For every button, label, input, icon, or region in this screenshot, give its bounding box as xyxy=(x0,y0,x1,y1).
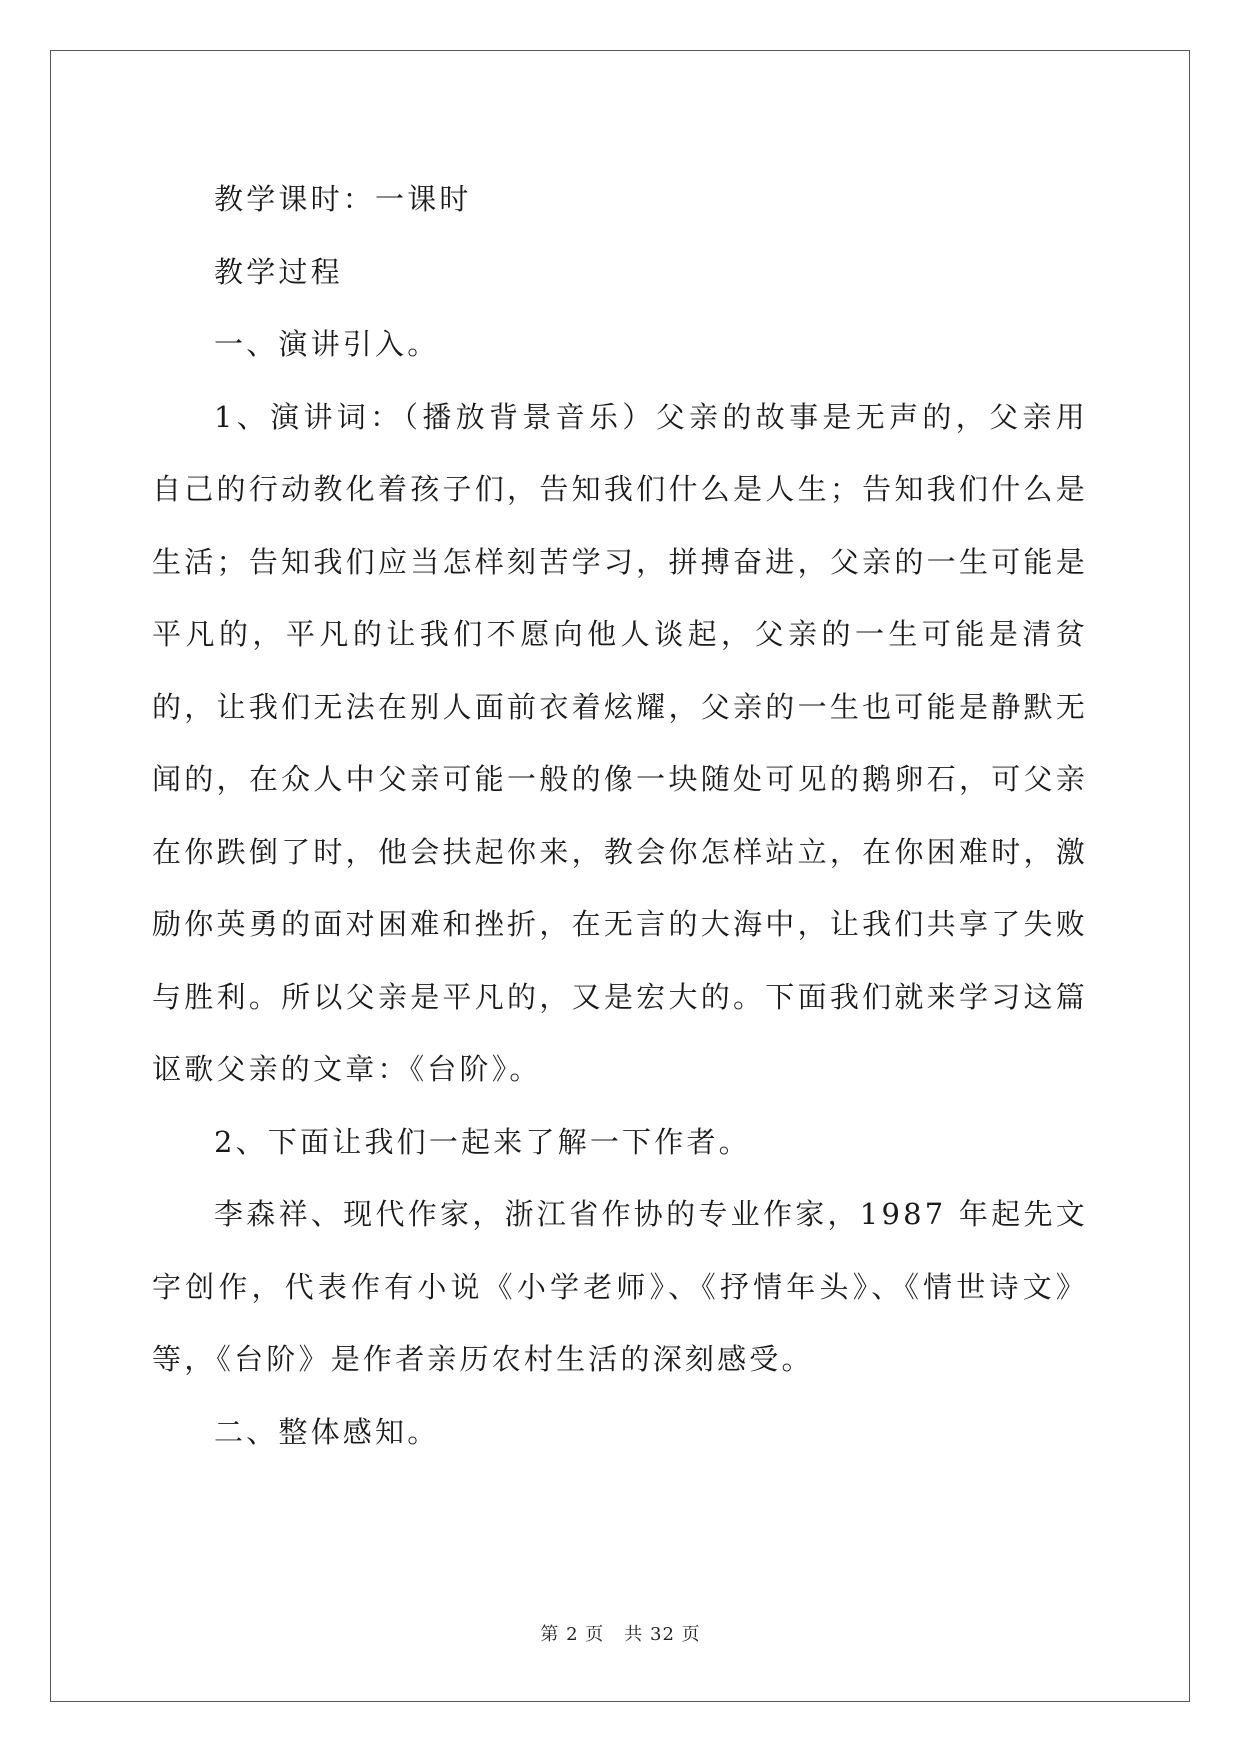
section-heading-2: 二、整体感知。 xyxy=(214,1414,440,1449)
page-total: 共 32 页 xyxy=(624,1624,701,1645)
author-paragraph: 李森祥、现代作家，浙江省作协的专业作家，1987 年起先文字创作，代表作有小说《小学老师》、《抒情年头》、《情世诗文》等，《台阶》是作者亲历农村生活的深刻感受。 xyxy=(152,1197,1088,1376)
page-footer xyxy=(0,1620,1241,1646)
document-body xyxy=(152,163,1088,1468)
author-intro-heading: 2、下面让我们一起来了解一下作者。 xyxy=(214,1124,751,1159)
page-number: 第 2 页 xyxy=(540,1624,605,1645)
teaching-process-heading: 教学过程 xyxy=(214,254,343,289)
speech-paragraph: 1、演讲词：（播放背景音乐）父亲的故事是无声的，父亲用自己的行动教化着孩子们，告知我们什么是人生；告知我们什么是生活；告知我们应当怎样刻苦学习，拼搏奋进，父亲的一生可能是平凡的，平凡的让我们不愿向他人谈起，父亲的一生可能是清贫的，让我们无法在别人面前衣着炫耀，父亲的一生也可能是静默无闻的，在众人中父亲可能一般的像一块随处可见的鹅卵石，可父亲在你跌倒了时，他会扶起你来，教会你怎样站立，在你困难时，激励你英勇的面对困难和挫折，在无言的大海中，让我们共享了失败与胜利。所以父亲是平凡的，又是宏大的。下面我们就来学习这篇讴歌父亲的文章：《台阶》。 xyxy=(152,399,1088,1086)
section-heading-1: 一、演讲引入。 xyxy=(214,327,440,361)
lesson-duration: 教学课时：一课时 xyxy=(214,182,472,216)
